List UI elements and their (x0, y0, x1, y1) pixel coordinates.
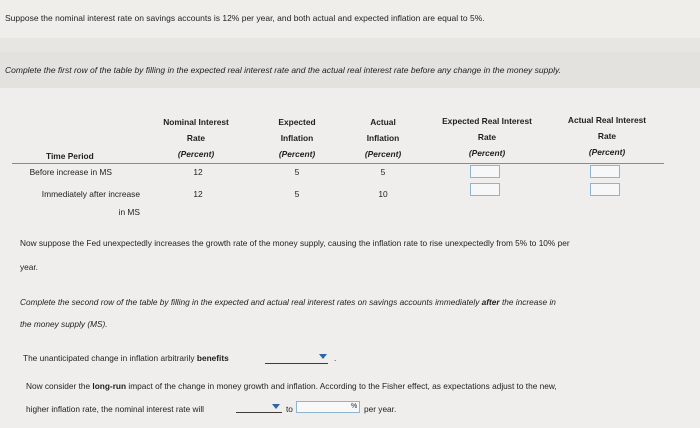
instruction-second-row: Complete the second row of the table by filling in the expected and actual real interest rates on savings accounts immediately after the increase in (20, 297, 556, 307)
header-nominal-rate: Nominal Interest Rate (Percent) (163, 117, 229, 159)
row-after-label-line2: in MS (118, 207, 140, 217)
per-year-label: per year. (364, 404, 397, 414)
to-label: to (286, 404, 293, 414)
fed-paragraph-line2: year. (20, 262, 38, 272)
row-before-expected-real-input[interactable] (470, 165, 500, 178)
question-benefits: The unanticipated change in inflation arbitrarily benefits (23, 353, 229, 363)
row-after-label-line1: Immediately after increase (41, 189, 140, 199)
instruction-second-row-line2: the money supply (MS). (20, 319, 108, 329)
row-after-actual-inflation: 10 (378, 189, 388, 199)
header-expected-real-rate: Expected Real Interest Rate (Percent) (442, 116, 532, 158)
row-after-expected-real-input[interactable] (470, 183, 500, 196)
long-run-question-line2: higher inflation rate, the nominal interest rate will (26, 404, 205, 414)
row-before-actual-inflation: 5 (380, 167, 386, 177)
table-header-rule (12, 163, 664, 164)
header-expected-inflation: Expected Inflation (Percent) (278, 117, 316, 159)
row-after-actual-real-input[interactable] (590, 183, 620, 196)
header-actual-real-rate: Actual Real Interest Rate (Percent) (567, 115, 647, 157)
chevron-down-icon[interactable] (319, 354, 327, 359)
instruction-first-row: Complete the first row of the table by filling in the expected real interest rate and the actual real interest rate before any change in the money supply. (5, 65, 561, 75)
header-time-period: Time Period (46, 151, 94, 161)
row-after-nominal: 12 (193, 189, 203, 199)
row-before-expected-inflation: 5 (294, 167, 300, 177)
percent-unit-label: % (351, 403, 358, 410)
long-run-question-line1: Now consider the long-run impact of the change in money growth and inflation. According to the Fisher effect, as expectations adjust to the new, (26, 381, 557, 391)
row-before-actual-real-input[interactable] (590, 165, 620, 178)
fed-paragraph-line1: Now suppose the Fed unexpectedly increases the growth rate of the money supply, causing the inflation rate to rise unexpectedly from 5% to 10% per (20, 238, 570, 248)
header-actual-inflation: Actual Inflation (Percent) (364, 117, 402, 159)
row-before-label: Before increase in MS (29, 167, 112, 177)
question-benefits-period: . (334, 353, 337, 363)
row-after-expected-inflation: 5 (294, 189, 300, 199)
row-before-nominal: 12 (193, 167, 203, 177)
chevron-down-icon[interactable] (272, 404, 280, 409)
intro-text: Suppose the nominal interest rate on savings accounts is 12% per year, and both actual and expected inflation are equal to 5%. (5, 13, 485, 23)
